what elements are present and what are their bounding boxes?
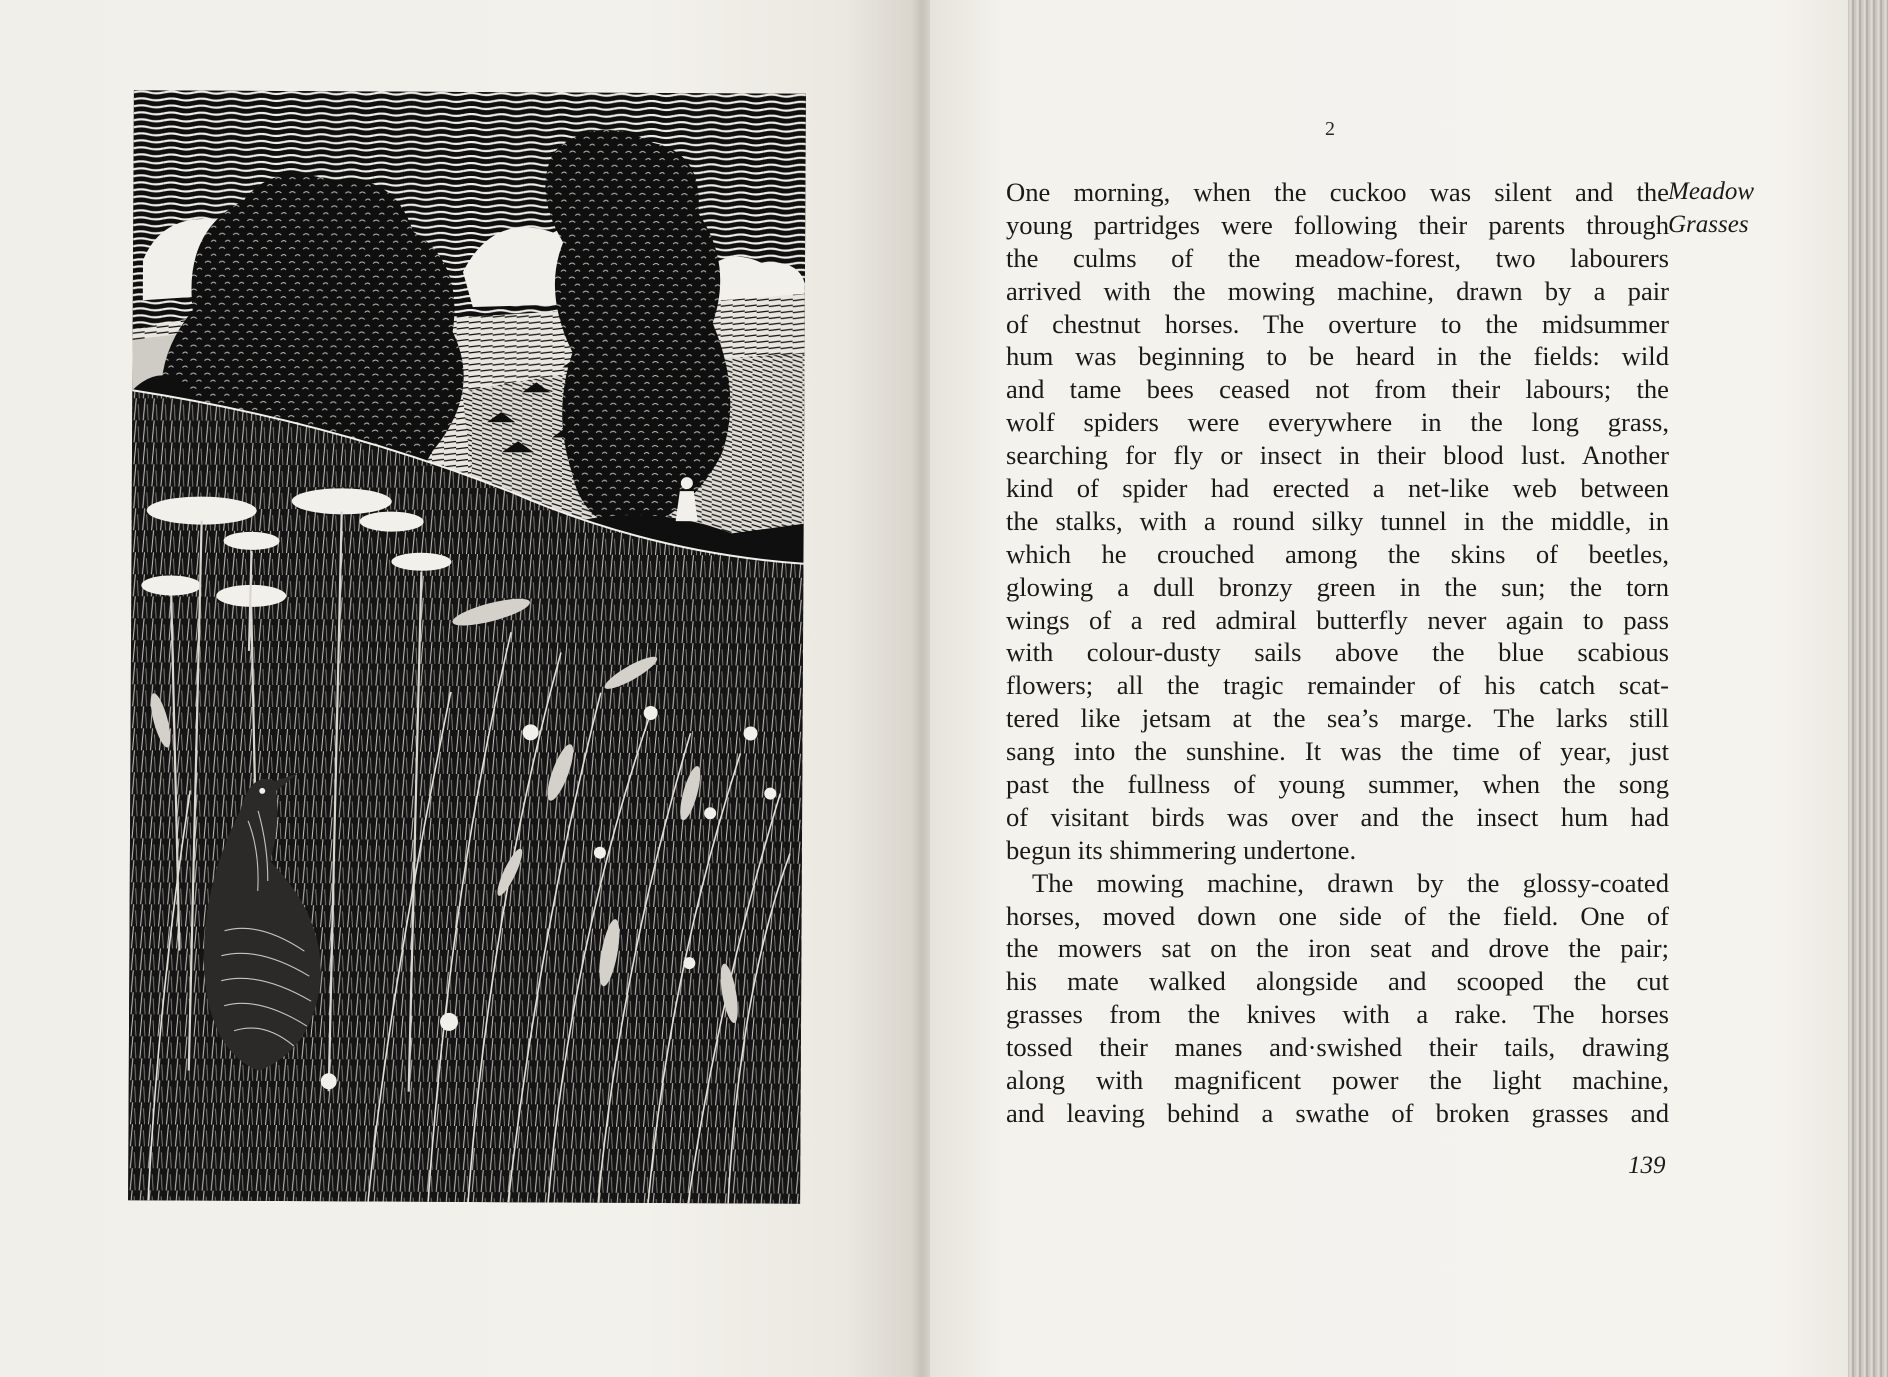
margin-sidenote — [1668, 176, 1754, 242]
text-line: the culms of the meadow-forest, two labourers — [1006, 242, 1669, 273]
text-line: the mowers sat on the iron seat and drove the pair; — [1006, 933, 1669, 964]
wood-engraving-illustration — [128, 90, 806, 1204]
text-line: tered like jetsam at the sea’s marge. The larks still — [1006, 703, 1669, 734]
paragraph-2 — [1006, 867, 1669, 1130]
text-line: the stalks, with a round silky tunnel in the middle, in — [1006, 505, 1669, 536]
page-number-bottom: 139 — [1628, 1152, 1666, 1179]
left-page — [0, 0, 918, 1377]
text-line: horses, moved down one side of the field. One of — [1006, 900, 1669, 931]
text-line: glowing a dull bronzy green in the sun; the torn — [1006, 571, 1669, 602]
text-line: grasses from the knives with a rake. The horses — [1006, 999, 1669, 1030]
text-line: with colour-dusty sails above the blue scabious — [1006, 637, 1669, 668]
text-line: of visitant birds was over and the insect hum had — [1006, 801, 1669, 832]
text-line: sang into the sunshine. It was the time of year, just — [1006, 736, 1669, 767]
text-line: and tame bees ceased not from their labours; the — [1006, 374, 1669, 405]
text-line: begun its shimmering undertone. — [1006, 834, 1357, 865]
text-line: along with magnificent power the light machine, — [1006, 1065, 1669, 1096]
page-edges — [1848, 0, 1888, 1377]
paragraph-1 — [1006, 176, 1669, 867]
text-line: arrived with the mowing machine, drawn by a pair — [1006, 275, 1669, 306]
text-line: his mate walked alongside and scooped the cut — [1006, 966, 1669, 997]
page-number-top: 2 — [1325, 118, 1335, 140]
text-line: past the fullness of young summer, when the song — [1006, 769, 1669, 800]
text-line: tossed their manes and·swished their tails, drawing — [1006, 1032, 1669, 1063]
sidenote-line: Grasses — [1668, 210, 1749, 238]
text-line: searching for fly or insect in their blood lust. Another — [1006, 440, 1669, 471]
text-line: which he crouched among the skins of beetles, — [1006, 538, 1669, 569]
text-line: hum was beginning to be heard in the fields: wild — [1006, 341, 1669, 372]
text-line: wolf spiders were everywhere in the long grass, — [1006, 407, 1669, 438]
text-line: flowers; all the tragic remainder of his catch scat- — [1006, 670, 1669, 701]
body-text — [1006, 176, 1669, 1130]
text-line: of chestnut horses. The overture to the midsummer — [1006, 308, 1669, 339]
text-line: wings of a red admiral butterfly never again to pass — [1006, 604, 1669, 635]
text-line: young partridges were following their parents through — [1006, 209, 1669, 240]
text-line: The mowing machine, drawn by the glossy-coated — [1032, 867, 1669, 898]
text-line: and leaving behind a swathe of broken grasses and — [1006, 1097, 1669, 1128]
text-line: One morning, when the cuckoo was silent and the — [1006, 177, 1669, 207]
sidenote-line: Meadow — [1668, 178, 1755, 205]
text-line: kind of spider had erected a net-like web between — [1006, 473, 1669, 504]
